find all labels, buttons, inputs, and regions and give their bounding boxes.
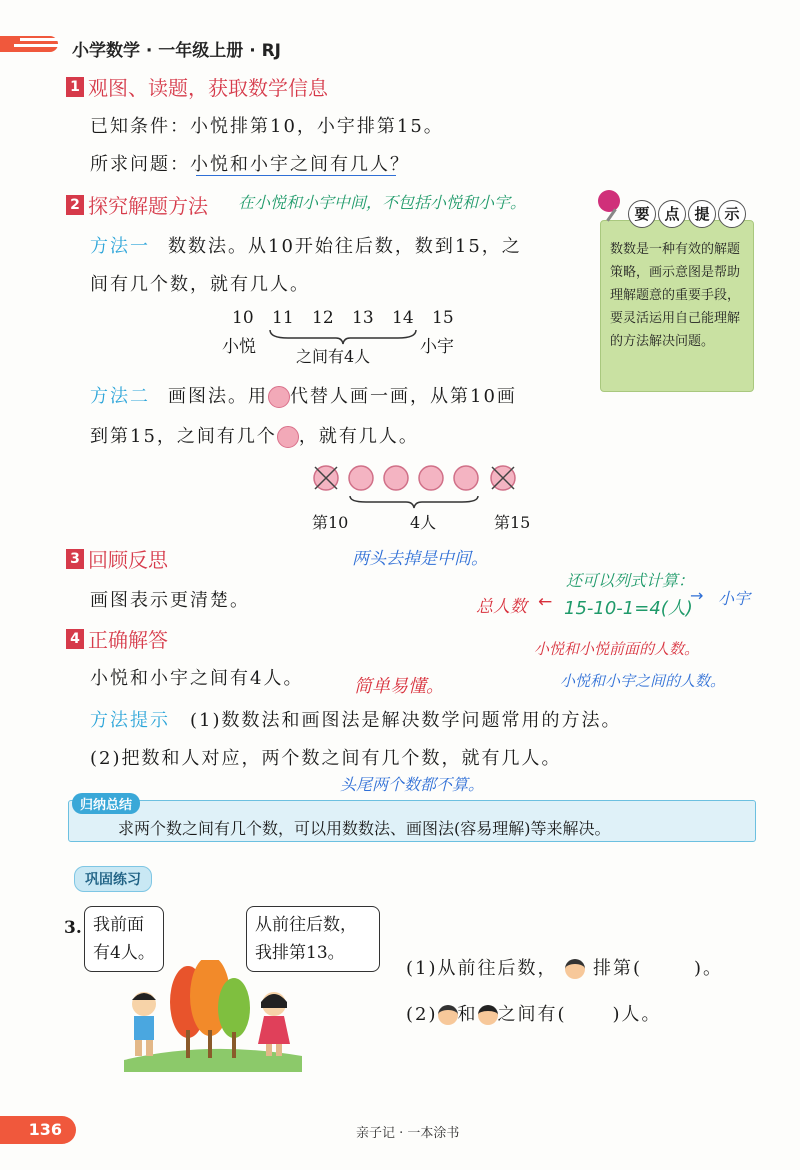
footer-brand: 亲子记 · 一本涂书: [356, 1126, 460, 1141]
section-title: 探究解题方法: [88, 194, 208, 218]
tip-badge-char: 点: [658, 200, 686, 228]
method-2-text-c: 到第15，之间有几个: [90, 426, 277, 447]
section-2-heading: [66, 190, 208, 219]
section-number: 1: [66, 77, 84, 97]
circle: [419, 466, 443, 490]
header-bar: [0, 34, 62, 54]
reflection-text: 画图表示更清楚。: [90, 590, 250, 611]
girl-icon: [478, 1005, 498, 1025]
question-1-text-a: (1)从前往后数，: [406, 958, 558, 979]
scene-illustration: [118, 960, 308, 1076]
number: 10: [232, 308, 254, 328]
tip-badge-char: 示: [718, 200, 746, 228]
method-2-text-a: 画图法。用: [168, 386, 268, 407]
between-label: 之间有4人: [296, 347, 371, 366]
number: 12: [312, 308, 334, 328]
question-2-text-d: )人。: [612, 1004, 662, 1025]
method-tip-line-1: [90, 706, 622, 732]
boy-icon: [438, 1005, 458, 1025]
calc-arrow-right: →: [690, 586, 704, 605]
bubble-line: 我前面: [93, 915, 144, 935]
bubble-line: 我排第13。: [255, 943, 345, 963]
calc-right-note: 小宇: [718, 589, 751, 608]
number: 11: [272, 308, 294, 328]
handwritten-note: 在小悦和小宇中间，不包括小悦和小宇。: [238, 193, 527, 212]
calc-arrow-left: ←: [538, 592, 553, 612]
answer-text: 小悦和小宇之间有4人。: [90, 668, 304, 689]
page-number: 136: [0, 1116, 76, 1144]
tip-badge-char: 提: [688, 200, 716, 228]
calc-between-note: 小悦和小宇之间的人数。: [560, 672, 726, 690]
method-tip-label: 方法提示: [90, 710, 170, 731]
calc-front-note: 小悦和小悦前面的人数。: [534, 640, 700, 658]
boy-icon: [565, 959, 585, 979]
number: 13: [352, 308, 374, 328]
question-2-text-a: (2): [406, 1004, 438, 1025]
handwritten-note: 头尾两个数都不算。: [340, 775, 485, 794]
question-2-text-c: 之间有(: [497, 1004, 567, 1025]
girl-figure: [258, 992, 290, 1056]
bubble-line: 从前往后数，: [255, 915, 357, 935]
tip-badge: [628, 200, 746, 228]
crossed-circle: [314, 466, 338, 490]
boy-figure: [132, 992, 156, 1056]
section-4-heading: [66, 624, 168, 653]
circle-icon: [277, 426, 299, 448]
method-1-label: 方法一: [90, 236, 150, 257]
method-tip-line-2: (2)把数和人对应，两个数之间有几个数，就有几人。: [90, 748, 562, 769]
section-3-heading: [66, 544, 168, 573]
circle-icon: [268, 386, 290, 408]
question-2: [406, 1000, 662, 1026]
summary-text: 求两个数之间有几个数，可以用数数法、画图法(容易理解)等来解决。: [118, 819, 611, 838]
method-2-text-d: ，就有几人。: [298, 426, 419, 447]
pic-mid-label: 4人: [410, 513, 437, 532]
header-title: 小学数学 · 一年级上册 · RJ: [72, 41, 282, 61]
method-1-line-2: 间有几个数，就有几人。: [90, 274, 310, 295]
question-2-text-b: 和: [457, 1004, 478, 1025]
right-name: 小宇: [420, 337, 454, 357]
number: 15: [432, 308, 454, 328]
calc-left-note: 总人数: [476, 597, 527, 617]
question: 所求问题：小悦和小宇之间有几人？: [90, 154, 410, 175]
question-1-text-c: )。: [694, 958, 724, 979]
handwritten-note: 简单易懂。: [354, 676, 444, 697]
pic-right-label: 第15: [494, 513, 531, 532]
circle: [454, 466, 478, 490]
section-number: 3: [66, 549, 84, 569]
method-1-text: 数数法。从10开始往后数，数到15，之: [168, 236, 522, 257]
method-2-label: 方法二: [90, 386, 150, 407]
pic-left-label: 第10: [312, 513, 349, 532]
known-condition: 已知条件：小悦排第10，小宇排第15。: [90, 116, 444, 137]
method-2-line-1: [90, 382, 517, 408]
pin-icon: [594, 190, 622, 218]
circle: [349, 466, 373, 490]
question-underline: [196, 175, 396, 176]
method-2-line-2: [90, 422, 419, 448]
handwritten-note: 两头去掉是中间。: [352, 549, 488, 569]
crossed-circle: [491, 466, 515, 490]
practice-number: 3.: [64, 918, 82, 938]
circles-diagram: [310, 460, 540, 510]
method-2-text-b: 代替人画一画，从第10画: [290, 386, 517, 407]
summary-label: 归纳总结: [72, 793, 140, 814]
section-title: 观图、读题，获取数学信息: [88, 76, 328, 100]
tip-badge-char: 要: [628, 200, 656, 228]
circle: [384, 466, 408, 490]
circles-brace: [350, 496, 478, 508]
section-title: 正确解答: [88, 628, 168, 652]
question-1-text-b: 排第(: [592, 958, 642, 979]
practice-label: 巩固练习: [74, 866, 152, 892]
calc-formula: 15-10-1=4(人): [564, 598, 693, 619]
section-1-heading: [66, 72, 328, 101]
method-1-line-1: [90, 232, 522, 258]
tip-text: 数数是一种有效的解题策略，画示意图是帮助理解题意的重要手段，要灵活运用自己能理解的方法解决问题。: [610, 242, 741, 349]
number: 14: [392, 308, 414, 328]
section-number: 2: [66, 195, 84, 215]
bubble-line: 有4人。: [93, 943, 155, 963]
question-1: [406, 954, 723, 980]
section-title: 回顾反思: [88, 548, 168, 572]
calc-top-note: 还可以列式计算：: [566, 571, 695, 590]
left-name: 小悦: [222, 337, 256, 357]
method-tip-text: (1)数数法和画图法是解决数学问题常用的方法。: [190, 710, 622, 731]
section-number: 4: [66, 629, 84, 649]
